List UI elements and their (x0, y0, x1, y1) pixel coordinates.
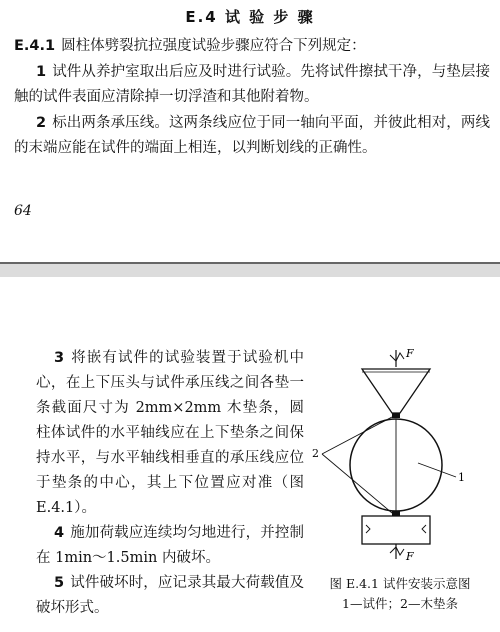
step-1-text: 试件从养护室取出后应及时进行试验。先将试件擦拭干净，与垫层接触的试件表面应清除掉一切浮渣和其他附着物。 (14, 64, 490, 105)
clause-number: E.4.1 (14, 38, 56, 54)
step-4-number: 4 (54, 525, 65, 541)
step-5 (36, 571, 304, 621)
step-2-number: 2 (36, 115, 47, 131)
bottom-load-zigzag (390, 547, 404, 555)
figure-caption (300, 574, 500, 614)
bottom-load-label: F (406, 550, 414, 563)
label-2: 2 (312, 447, 319, 460)
step-5-text: 试件破坏时，应记录其最大荷载值及破坏形式。 (36, 575, 304, 616)
step-4 (36, 521, 304, 571)
bottom-platen (362, 516, 430, 544)
step-2 (14, 111, 490, 161)
top-platen (362, 369, 430, 413)
upper-page (0, 0, 500, 262)
top-wood-strip (392, 413, 400, 418)
step-3-text: 将嵌有试件的试验装置于试验机中心，在上下压头与试件承压线之间各垫一条截面尺寸为 2mm×2mm 木垫条，圆柱体试件的水平轴线应在上下垫条之间保持水平，与水平轴线相垂直的承压线应位于垫条的中心，其上下位置应对准（图 E.4.1）。 (36, 350, 304, 516)
page-number: 64 (14, 203, 32, 219)
bottom-wood-strip (392, 511, 400, 516)
steps-column (36, 346, 304, 621)
figure-title: 图 E.4.1 试件安装示意图 (329, 576, 471, 591)
figure-legend: 1—试件；2—木垫条 (342, 596, 458, 611)
step-5-number: 5 (54, 575, 65, 591)
label-1: 1 (458, 471, 465, 484)
step-3 (36, 346, 304, 521)
step-2-text: 标出两条承压线。这两条线应位于同一轴向平面，并彼此相对，两线的末端应能在试件的端面上相连，以判断划线的正确性。 (14, 115, 490, 156)
clause-heading (14, 34, 490, 59)
top-load-label: F (406, 347, 414, 360)
section-heading: E.4 试 验 步 骤 (185, 8, 315, 26)
step-1-number: 1 (36, 64, 47, 80)
top-load-zigzag (390, 353, 404, 361)
clause-text: 圆柱体劈裂抗拉强度试验步骤应符合下列规定： (61, 38, 366, 54)
step-4-text: 施加荷载应连续均匀地进行，并控制在 1min～1.5min 内破坏。 (36, 525, 304, 566)
step-1 (14, 60, 490, 110)
specimen-installation-figure (300, 345, 500, 575)
step-3-number: 3 (54, 350, 65, 366)
